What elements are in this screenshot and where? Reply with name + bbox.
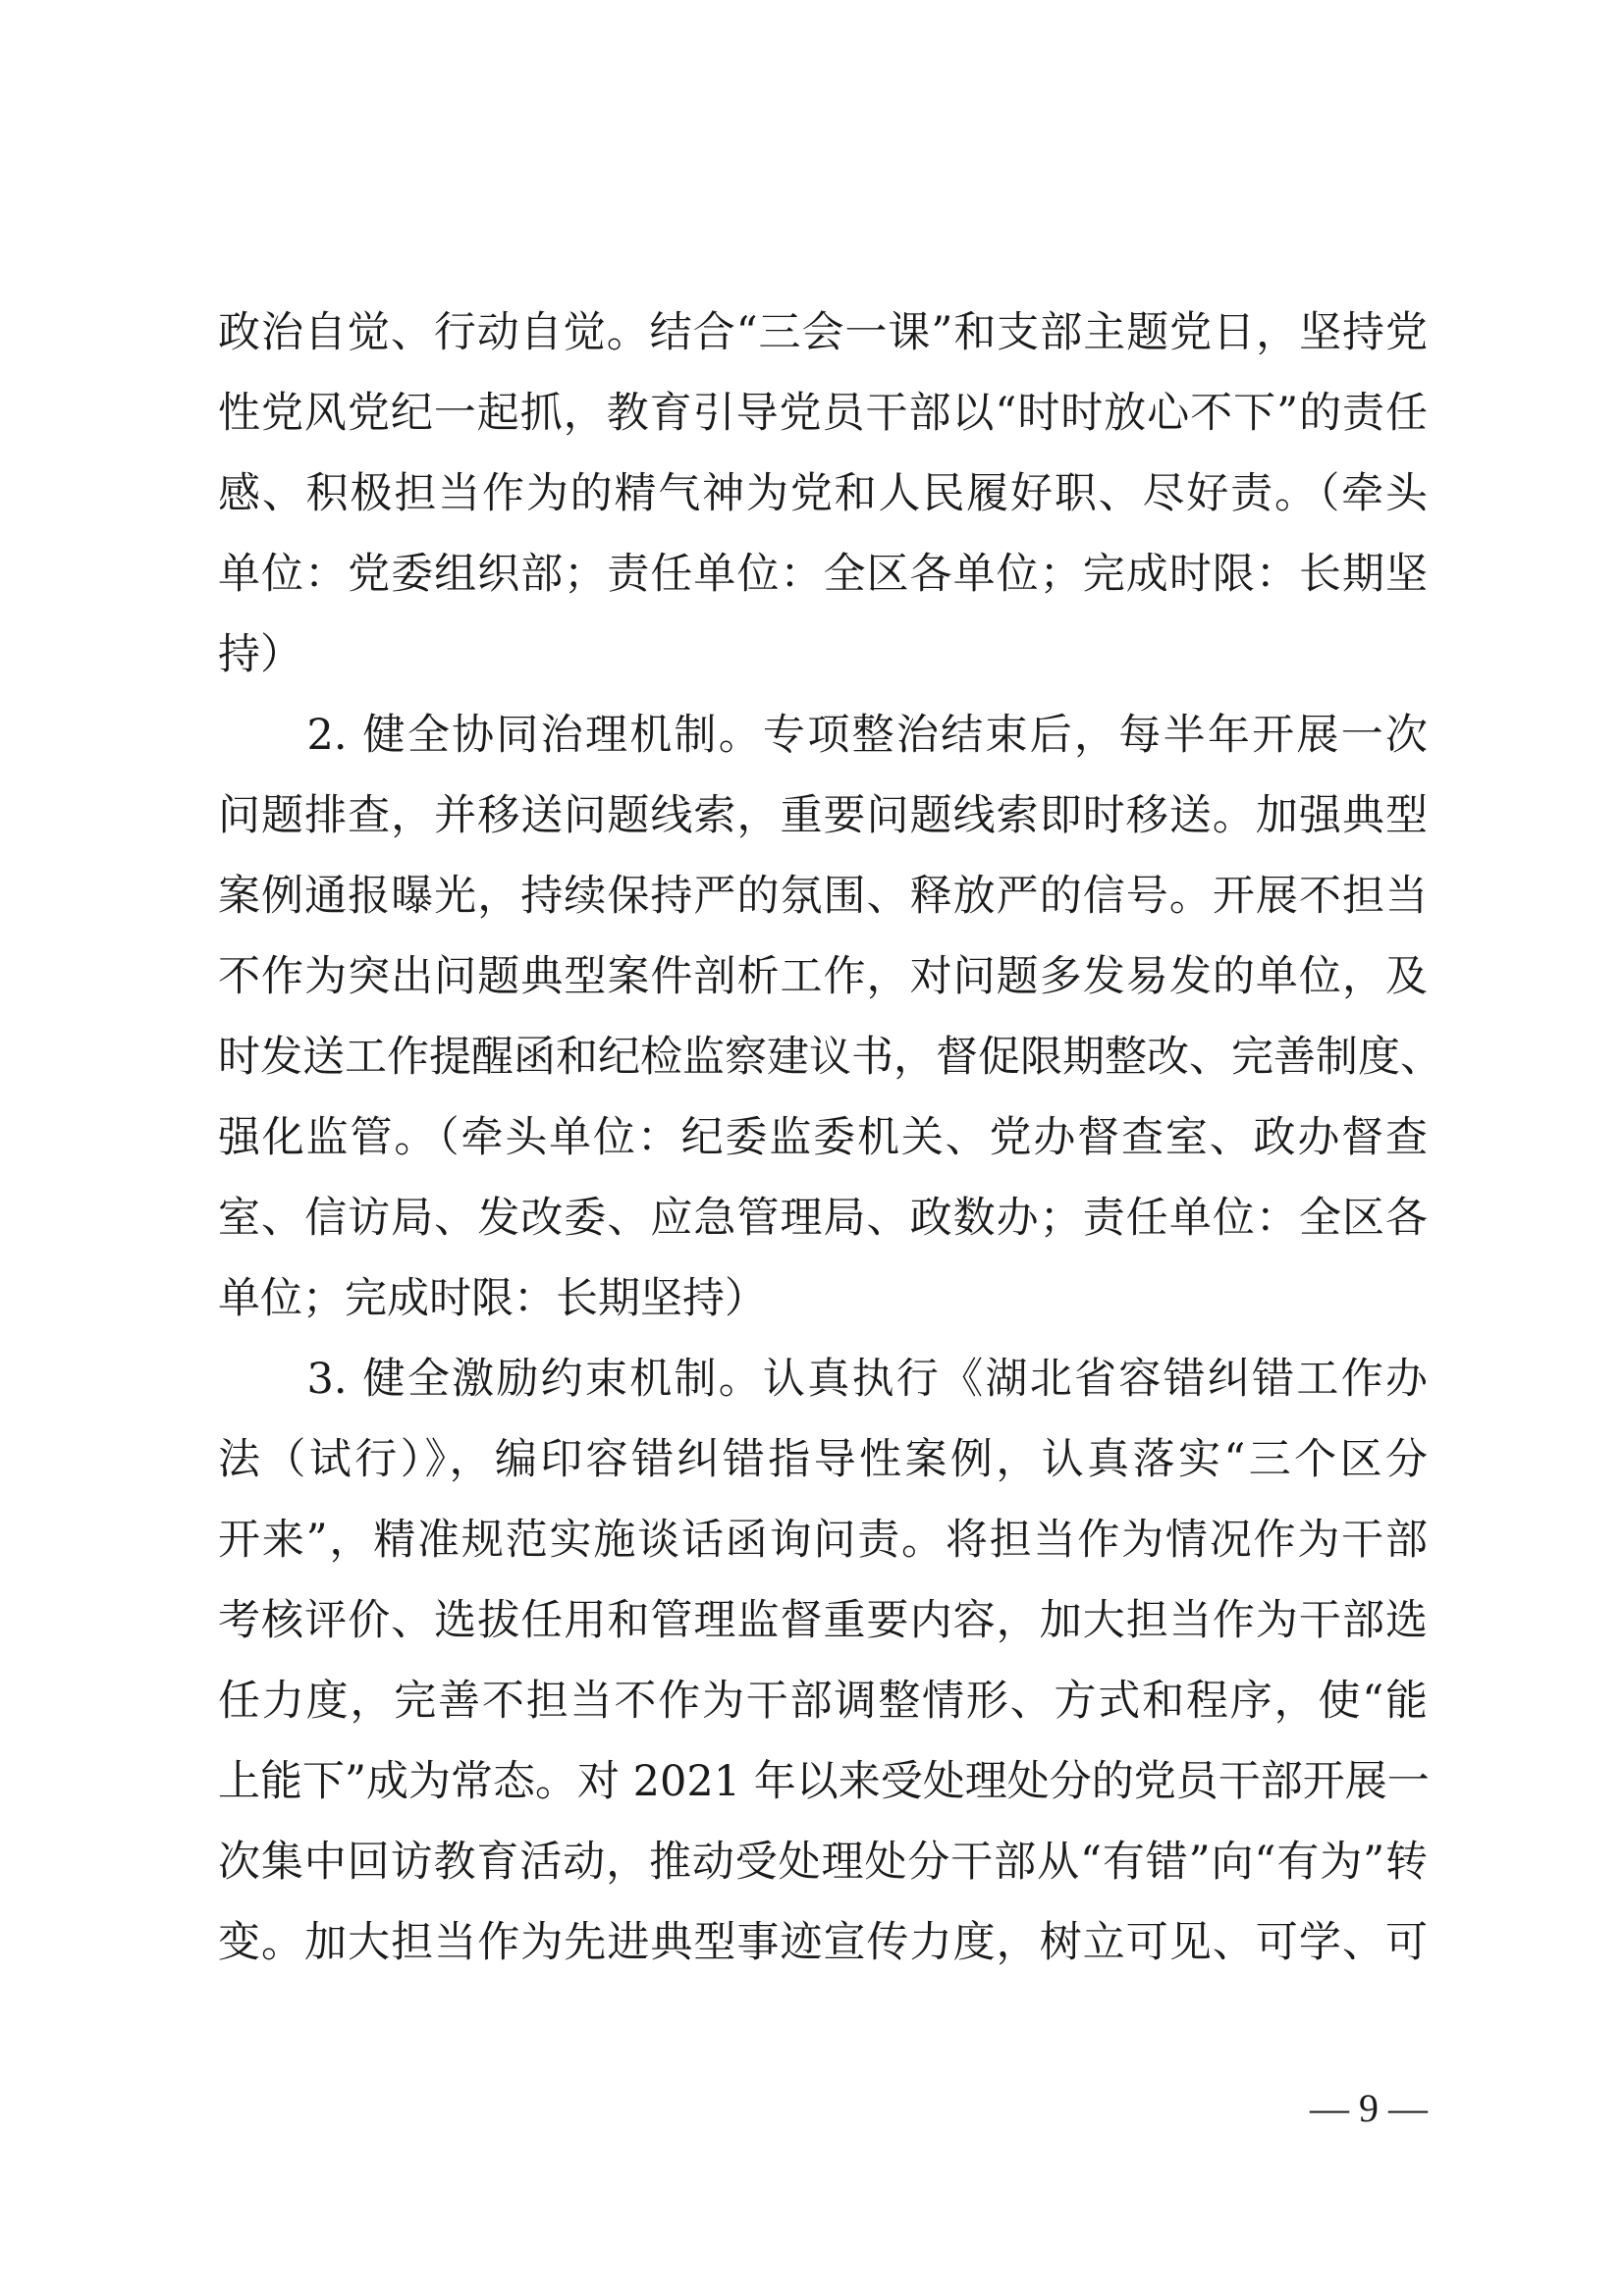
text-line: 上能下”成为常态。对 2021 年以来受处理处分的党员干部开展一: [218, 1757, 1430, 1806]
text-line: 问题排查，并移送问题线索，重要问题线索即时移送。加强典型: [218, 791, 1428, 840]
text-line: 法（试行）》，编印容错纠错指导性案例，认真落实“三个区分: [218, 1435, 1428, 1484]
text-line: 考核评价、选拔任用和管理监督重要内容，加大担当作为干部选: [218, 1596, 1428, 1645]
paragraph-1: [218, 293, 1428, 695]
document-body: [218, 293, 1442, 1983]
text-line: 单位：党委组织部；责任单位：全区各单位；完成时限：长期坚: [218, 550, 1428, 599]
text-line: 单位；完成时限：长期坚持）: [218, 1274, 767, 1323]
text-line: 政治自觉、行动自觉。结合“三会一课”和支部主题党日，坚持党: [218, 308, 1428, 357]
text-line: 案例通报曝光，持续保持严的氛围、释放严的信号。开展不担当: [218, 872, 1428, 921]
page-number: — 9 —: [1310, 2086, 1428, 2130]
text-line: 强化监管。（牵头单位：纪委监委机关、党办督查室、政办督查: [218, 1113, 1428, 1162]
text-line: 时发送工作提醒函和纪检监察建议书，督促限期整改、完善制度、: [218, 1033, 1442, 1082]
paragraph-2: [218, 695, 1442, 1339]
text-line: 室、信访局、发改委、应急管理局、政数办；责任单位：全区各: [218, 1194, 1428, 1243]
text-line: 性党风党纪一起抓，教育引导党员干部以“时时放心不下”的责任: [218, 389, 1428, 438]
text-line: 感、积极担当作为的精气神为党和人民履好职、尽好责。（牵头: [218, 469, 1428, 518]
text-line: 变。加大担当作为先进典型事迹宣传力度，树立可见、可学、可: [218, 1918, 1428, 1967]
text-line: 持）: [218, 630, 302, 679]
text-line: 不作为突出问题典型案件剖析工作，对问题多发易发的单位，及: [218, 952, 1428, 1001]
text-line: 任力度，完善不担当不作为干部调整情形、方式和程序，使“能: [218, 1677, 1428, 1726]
text-line: 2. 健全协同治理机制。专项整治结束后，每半年开展一次: [218, 711, 1428, 760]
text-line: 3. 健全激励约束机制。认真执行《湖北省容错纠错工作办: [218, 1355, 1428, 1404]
paragraph-3: [218, 1339, 1428, 1983]
text-line: 次集中回访教育活动，推动受处理处分干部从“有错”向“有为”转: [218, 1838, 1428, 1887]
text-line: 开来”，精准规范实施谈话函询问责。将担当作为情况作为干部: [218, 1516, 1428, 1565]
